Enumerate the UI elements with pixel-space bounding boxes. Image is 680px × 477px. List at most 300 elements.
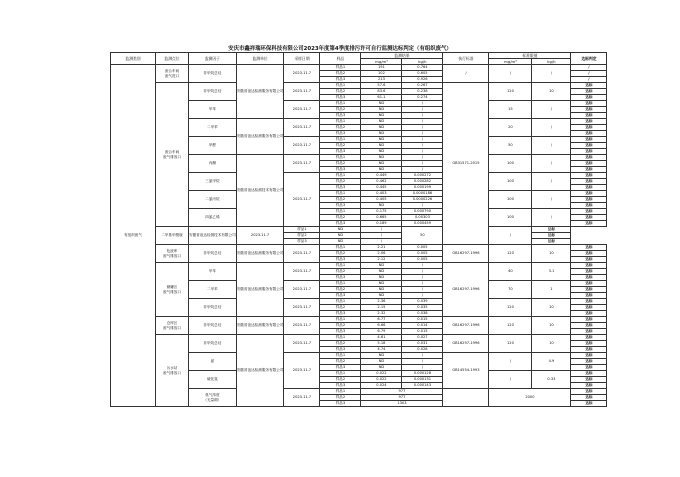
result-kg-cell: 0.015 (402, 317, 443, 323)
result-kg-cell: 0.031 (402, 341, 443, 347)
factor-cell: 甲醛 (189, 137, 237, 155)
header-category: 监测类别 (111, 53, 156, 65)
result-kg-cell: / (402, 101, 443, 107)
sample-cell: 样品2 (320, 395, 361, 401)
sample-cell: 样品1 (320, 263, 361, 269)
result-kg-cell: / (402, 269, 443, 275)
result-mg-cell: 0.022 (361, 371, 402, 377)
limit-kg-cell: 10 (532, 317, 571, 335)
result-kg-cell: / (402, 119, 443, 125)
sample-cell: 样品3 (320, 293, 361, 299)
date-cell: 2023.11.7 (284, 263, 320, 281)
judgement-cell: 达标 (571, 305, 607, 311)
limit-cell: 2000 (489, 389, 571, 407)
limit-kg-cell: 0.33 (532, 371, 571, 389)
table-row (111, 53, 607, 59)
standard-cell: GB16297-1996 (443, 263, 489, 317)
point-cell: 废合车间 废气进口 (156, 65, 189, 83)
result-mg-cell: ND (361, 269, 402, 275)
result-kg-cell: 0.005 (402, 245, 443, 251)
result-kg-cell: 0.274 (402, 95, 443, 101)
result-mg-cell: ND (361, 359, 402, 365)
sample-cell: 样品2 (320, 377, 361, 383)
result-kg-cell: 0.926 (402, 77, 443, 83)
limit-kg-cell: 4.9 (532, 353, 571, 371)
header-limit: 标准限值 (489, 53, 571, 59)
result-mg-cell: 2.36 (361, 299, 402, 305)
sample-cell: 样品3 (320, 113, 361, 119)
judgement-cell: 达标 (571, 101, 607, 107)
sample-cell: 样品2 (320, 341, 361, 347)
result-kg-cell: 0.238 (402, 89, 443, 95)
sample-cell: 样品1 (320, 299, 361, 305)
sample-cell: 样品1 (320, 155, 361, 161)
result-mg-cell: 0.405 (361, 197, 402, 203)
result-mg-cell: 2.15 (361, 305, 402, 311)
result-kg-cell: / (402, 263, 443, 269)
limit-kg-cell: 10 (532, 335, 571, 353)
factor-cell: 二甲基甲酰胺 (156, 227, 189, 245)
sample-cell: 样品2 (320, 287, 361, 293)
result-mg-cell: 6.66 (361, 323, 402, 329)
result-mg-cell: 0.403 (361, 191, 402, 197)
sample-cell: 样品2 (320, 251, 361, 257)
result-mg-cell: ND (361, 353, 402, 359)
factor-cell: 非甲烷总烃 (189, 65, 237, 83)
result-kg-cell: 0.000131 (402, 377, 443, 383)
limit-mg-cell: 120 (489, 317, 532, 335)
judgement-cell: 达标 (571, 245, 607, 251)
category-cell: 有组织废气 (111, 65, 156, 407)
result-mg-cell: ND (361, 101, 402, 107)
limit-kg-cell: / (532, 101, 571, 119)
result-mg-cell: 61.1 (361, 95, 402, 101)
result-kg-cell: / (402, 287, 443, 293)
judgement-cell: 达标 (571, 137, 607, 143)
sample-cell: 样品3 (320, 131, 361, 137)
sample-cell: 样品1 (320, 209, 361, 215)
sample-cell: 样品2 (320, 305, 361, 311)
point-cell: 污水站 废气排放口 (156, 335, 189, 407)
sample-cell: 样品2 (320, 125, 361, 131)
sample-cell: 样品2 (320, 359, 361, 365)
judgement-cell: 达标 (571, 395, 607, 401)
result-mg-cell: ND (361, 155, 402, 161)
judgement-cell: 达标 (571, 341, 607, 347)
result-mg-cell: ND (361, 137, 402, 143)
factor-cell: 二甲苯 (189, 119, 237, 137)
judgement-cell: 达标 (571, 329, 607, 335)
unit-cell: 安徽省谊达检测服务有限公司 (236, 245, 284, 263)
result-kg-cell: / (402, 131, 443, 137)
result-kg-cell: / (402, 293, 443, 299)
header-sample: 样品 (320, 53, 361, 65)
limit-kg-cell: 10 (532, 299, 571, 317)
limit-mg-cell: 40 (489, 263, 532, 281)
result-mg-cell: ND (320, 239, 361, 245)
judgement-cell: 达标 (571, 221, 607, 227)
date-cell: 2023.11.7 (284, 281, 320, 299)
result-kg-cell: / (402, 167, 443, 173)
result-kg-cell: 0.00303 (402, 215, 443, 221)
unit-cell: 安徽省谊达检测服务有限公司 (236, 263, 284, 317)
limit-mg-cell: 100 (489, 173, 532, 191)
unit-cell: 安徽省谊达检测服务有限公司 (236, 65, 284, 119)
factor-cell: 非甲烷总烃 (189, 245, 237, 263)
header-point: 监测点位 (156, 53, 189, 65)
judgement-cell: 达标 (571, 173, 607, 179)
judgement-cell: 达标 (571, 107, 607, 113)
result-mg-cell: 0.024 (361, 383, 402, 389)
result-mg-cell: ND (361, 281, 402, 287)
result-kg-cell: 0.039 (402, 299, 443, 305)
result-mg-cell: ND (361, 125, 402, 131)
limit-mg-cell: 100 (489, 155, 532, 173)
header-date: 采样日期 (284, 53, 320, 65)
sample-cell: 样品3 (320, 365, 361, 371)
result-mg-cell: ND (361, 167, 402, 173)
sample-cell: 样品2 (320, 179, 361, 185)
judgement-cell: 达标 (571, 89, 607, 95)
result-kg-cell: 0.605 (402, 71, 443, 77)
result-mg-cell: 213 (361, 77, 402, 83)
result-kg-cell: / (402, 137, 443, 143)
date-cell: 2023.11.7 (284, 65, 320, 83)
judgement-cell: 达标 (571, 371, 607, 377)
standard-cell: GB16297-1996 (443, 335, 489, 353)
limit-mg-cell: / (489, 371, 532, 389)
sample-cell: 样品1 (320, 335, 361, 341)
sample-cell: 样品3 (320, 167, 361, 173)
result-mg-cell: 0.449 (361, 173, 402, 179)
sample-cell: 样品1 (284, 227, 320, 233)
date-cell: 2023.11.7 (236, 227, 284, 245)
result-kg-cell: 0.267 (402, 83, 443, 89)
limit-mg-cell: / (489, 353, 532, 371)
result-mg-cell: ND (361, 275, 402, 281)
judgement-cell: / (571, 71, 607, 77)
result-kg-cell: / (402, 155, 443, 161)
judgement-cell: 达标 (571, 281, 607, 287)
sample-cell: 样品3 (320, 275, 361, 281)
result-mg-cell: ND (320, 227, 361, 233)
header-judgement: 达标判定 (571, 53, 607, 65)
result-kg-cell: / (361, 233, 402, 239)
limit-kg-cell: 10 (532, 83, 571, 101)
judgement-cell: 达标 (571, 257, 607, 263)
result-kg-cell: 0.764 (402, 65, 443, 71)
date-cell: 2023.11.7 (284, 83, 320, 101)
sample-cell: 样品3 (284, 239, 320, 245)
sample-cell: 样品2 (320, 323, 361, 329)
point-cell: 仓库区 废气排放口 (156, 317, 189, 335)
date-cell: 2023.11.7 (284, 317, 320, 335)
judgement-cell: 达标 (571, 263, 607, 269)
result-kg-cell: 0.000199 (402, 185, 443, 191)
result-mg-cell: 2.06 (361, 251, 402, 257)
sample-cell: 样品1 (320, 101, 361, 107)
judgement-cell: 达标 (571, 167, 607, 173)
result-kg-cell: 0.014 (402, 323, 443, 329)
result-mg-cell: 0.175 (361, 209, 402, 215)
result-mg-cell: ND (320, 233, 361, 239)
result-kg-cell: / (402, 161, 443, 167)
table-body (111, 53, 607, 407)
result-mg-cell: ND (361, 161, 402, 167)
result-kg-cell: 0.000282 (402, 179, 443, 185)
judgement-cell: 达标 (571, 179, 607, 185)
limit-kg-cell: 1 (532, 281, 571, 299)
unit-cell: 安徽省谊达检测服务有限公司 (236, 335, 284, 407)
sample-cell: 样品1 (320, 119, 361, 125)
result-cell: 1303 (361, 401, 443, 407)
result-kg-cell: 0.005 (402, 251, 443, 257)
judgement-cell: 达标 (571, 161, 607, 167)
result-mg-cell: ND (361, 119, 402, 125)
result-kg-cell: 0.000790 (402, 209, 443, 215)
result-mg-cell: 4.74 (361, 347, 402, 353)
judgement-cell: 达标 (571, 125, 607, 131)
result-kg-cell: 0.000128 (402, 371, 443, 377)
sample-cell: 样品1 (320, 317, 361, 323)
judgement-cell: 达标 (571, 95, 607, 101)
standard-cell: GB14554-1993 (443, 353, 489, 389)
result-kg-cell: / (402, 113, 443, 119)
judgement-cell: 达标 (571, 383, 607, 389)
judgement-cell: 达标 (571, 191, 607, 197)
judgement-cell: 达标 (571, 287, 607, 293)
header-limit-unit-kg: kg/h (532, 59, 571, 65)
date-cell: 2023.11.7 (284, 155, 320, 173)
sample-cell: 样品3 (320, 185, 361, 191)
sample-cell: 样品1 (320, 245, 361, 251)
judgement-cell: 达标 (571, 323, 607, 329)
sample-cell: 样品3 (320, 95, 361, 101)
result-kg-cell: / (402, 353, 443, 359)
result-kg-cell: 0.0000226 (402, 197, 443, 203)
result-mg-cell: 191 (361, 65, 402, 71)
result-cell: 977 (361, 395, 443, 401)
judgement-cell: 达标 (571, 359, 607, 365)
result-kg-cell: / (402, 143, 443, 149)
unit-cell: 安徽省谊达检测技术有限公司 (189, 227, 237, 245)
date-cell: 2023.11.7 (284, 119, 320, 137)
date-cell: 2023.11.7 (284, 335, 320, 353)
judgement-cell: 达标 (571, 131, 607, 137)
result-mg-cell: 0.462 (361, 179, 402, 185)
result-kg-cell: 0.000143 (402, 383, 443, 389)
result-kg-cell: 0.015 (402, 329, 443, 335)
sample-cell: 样品3 (320, 257, 361, 263)
header-result: 监测结果 (361, 53, 443, 59)
judgement-cell: 达标 (571, 347, 607, 353)
result-mg-cell: ND (361, 149, 402, 155)
sample-cell: 样品3 (320, 149, 361, 155)
point-cell: 废合车间 废气排放口 (156, 83, 189, 227)
limit-mg-cell: 120 (489, 83, 532, 101)
limit-mg-cell: / (489, 65, 532, 83)
standard-cell: GB16297-1996 (443, 317, 489, 335)
result-mg-cell: 0.665 (361, 215, 402, 221)
judgement-cell: 达标 (571, 335, 607, 341)
sample-cell: 样品3 (320, 311, 361, 317)
sample-cell: 样品1 (320, 281, 361, 287)
result-mg-cell: 6.77 (361, 317, 402, 323)
factor-cell: 二甲苯 (189, 281, 237, 299)
sample-cell: 样品1 (320, 65, 361, 71)
factor-cell: 丙酮 (189, 155, 237, 173)
judgement-cell: 达标 (571, 119, 607, 125)
result-mg-cell: 83.6 (361, 89, 402, 95)
date-cell: 2023.11.7 (284, 245, 320, 263)
result-mg-cell: ND (361, 263, 402, 269)
result-mg-cell: 5.18 (361, 341, 402, 347)
result-kg-cell: / (361, 239, 402, 245)
limit-mg-cell: 120 (489, 245, 532, 263)
sample-cell: 样品2 (320, 215, 361, 221)
sample-cell: 样品1 (320, 83, 361, 89)
judgement-cell: 达标 (571, 389, 607, 395)
factor-cell: 硫化氢 (189, 371, 237, 389)
unit-cell: 安徽省谊达检测服务有限公司 (236, 317, 284, 335)
limit-mg-cell: 120 (489, 335, 532, 353)
result-mg-cell: ND (361, 365, 402, 371)
sample-cell: 样品2 (320, 71, 361, 77)
limit-mg-cell: 120 (489, 299, 532, 317)
result-mg-cell: ND (361, 107, 402, 113)
limit-kg-cell: / (532, 65, 571, 83)
limit-mg-cell: 100 (489, 191, 532, 209)
judgement-cell: 达标 (571, 113, 607, 119)
limit-mg-cell: 50 (489, 137, 532, 155)
result-mg-cell: 57.6 (361, 83, 402, 89)
result-mg-cell: 0.445 (361, 185, 402, 191)
sample-cell: 样品3 (320, 329, 361, 335)
judgement-cell: 达标 (571, 185, 607, 191)
result-kg-cell: 0.0000186 (402, 191, 443, 197)
limit-kg-cell: 3.1 (532, 263, 571, 281)
sample-cell: 样品3 (320, 347, 361, 353)
limit-kg-cell: / (532, 119, 571, 137)
header-result-unit-kg: kg/h (402, 59, 443, 65)
sample-cell: 样品3 (320, 203, 361, 209)
result-mg-cell: ND (361, 287, 402, 293)
factor-cell: 甲苯 (189, 101, 237, 119)
sample-cell: 样品1 (320, 191, 361, 197)
factor-cell: 三氯甲烷 (189, 173, 237, 191)
result-kg-cell: / (402, 275, 443, 281)
judgement-cell: 达标 (571, 401, 607, 407)
factor-cell: 非甲烷总烃 (189, 83, 237, 101)
factor-cell: 四氯乙烯 (189, 209, 237, 227)
judgement-cell: 达标 (571, 293, 607, 299)
result-mg-cell: ND (361, 143, 402, 149)
result-mg-cell: ND (361, 113, 402, 119)
result-kg-cell: 0.035 (402, 305, 443, 311)
result-kg-cell: / (361, 227, 402, 233)
result-mg-cell: ND (361, 203, 402, 209)
judgement-cell: / (571, 77, 607, 83)
result-mg-cell: 6.79 (361, 329, 402, 335)
judgement-cell: 达标 (571, 311, 607, 317)
limit-kg-cell: / (532, 209, 571, 227)
limit-mg-cell: 20 (489, 119, 532, 137)
standard-cell: / (443, 65, 489, 83)
result-kg-cell: / (402, 125, 443, 131)
result-mg-cell: 0.189 (361, 221, 402, 227)
judgement-cell: 达标 (571, 197, 607, 203)
result-mg-cell: 0.022 (361, 377, 402, 383)
judgement-cell: / (571, 65, 607, 71)
result-kg-cell: 0.038 (402, 311, 443, 317)
unit-cell: 安徽省谊达检测服务有限公司 (236, 119, 284, 155)
limit-kg-cell: 10 (532, 245, 571, 263)
judgement-cell: 达标 (571, 251, 607, 257)
sample-cell: 样品2 (320, 89, 361, 95)
sample-cell: 样品1 (320, 389, 361, 395)
header-standard: 执行标准 (443, 53, 489, 65)
monitoring-table (110, 52, 607, 407)
sample-cell: 样品1 (320, 173, 361, 179)
factor-cell: 甲苯 (189, 263, 237, 281)
judgement-cell: 达标 (571, 275, 607, 281)
factor-cell: 二氯丙烷 (189, 191, 237, 209)
header-limit-unit-mg: mg/m³ (489, 59, 532, 65)
limit-kg-cell: / (532, 155, 571, 173)
judgement-cell: 达标 (571, 377, 607, 383)
limit-mg-cell: 50 (402, 227, 443, 245)
document-title: 安庆市鑫祥瑞环保科技有限公司2023年度第4季度排污许可自行监测达标判定（有组织废气） (228, 46, 452, 52)
judgement-cell: 达标 (532, 233, 571, 239)
result-mg-cell: ND (361, 293, 402, 299)
header-unit: 监测单位 (236, 53, 284, 65)
result-kg-cell: / (402, 281, 443, 287)
result-mg-cell: 102 (361, 71, 402, 77)
judgement-cell: 达标 (571, 365, 607, 371)
standard-cell (443, 389, 489, 407)
factor-cell: 氨 (189, 353, 237, 371)
standard-cell: GB16297-1996 (443, 245, 489, 263)
sample-cell: 样品2 (320, 197, 361, 203)
result-mg-cell: ND (361, 131, 402, 137)
limit-mg-cell: 100 (489, 209, 532, 227)
date-cell: 2023.11.7 (284, 299, 320, 317)
judgement-cell: 达标 (532, 239, 571, 245)
sample-cell: 样品1 (320, 137, 361, 143)
result-mg-cell: 2.32 (361, 311, 402, 317)
judgement-cell: 达标 (571, 299, 607, 305)
limit-kg-cell: / (532, 191, 571, 209)
judgement-cell: 达标 (571, 83, 607, 89)
judgement-cell: 达标 (571, 353, 607, 359)
result-kg-cell: 0.028 (402, 347, 443, 353)
judgement-cell: 达标 (571, 203, 607, 209)
sample-cell: 样品3 (320, 383, 361, 389)
sample-cell: 样品2 (320, 161, 361, 167)
factor-cell: 臭气浓度 （无量纲） (189, 389, 237, 407)
judgement-cell: 达标 (571, 155, 607, 161)
limit-mg-cell: 15 (489, 101, 532, 119)
date-cell: 2023.11.7 (284, 389, 320, 407)
limit-mg-cell: 70 (489, 281, 532, 299)
result-kg-cell: 0.005 (402, 257, 443, 263)
sample-cell: 样品2 (320, 107, 361, 113)
point-cell: 储罐区 废气排放口 (156, 263, 189, 317)
sample-cell: 样品1 (320, 371, 361, 377)
result-kg-cell: / (402, 203, 443, 209)
result-kg-cell: 0.000272 (402, 173, 443, 179)
date-cell: 2023.11.7 (284, 137, 320, 155)
